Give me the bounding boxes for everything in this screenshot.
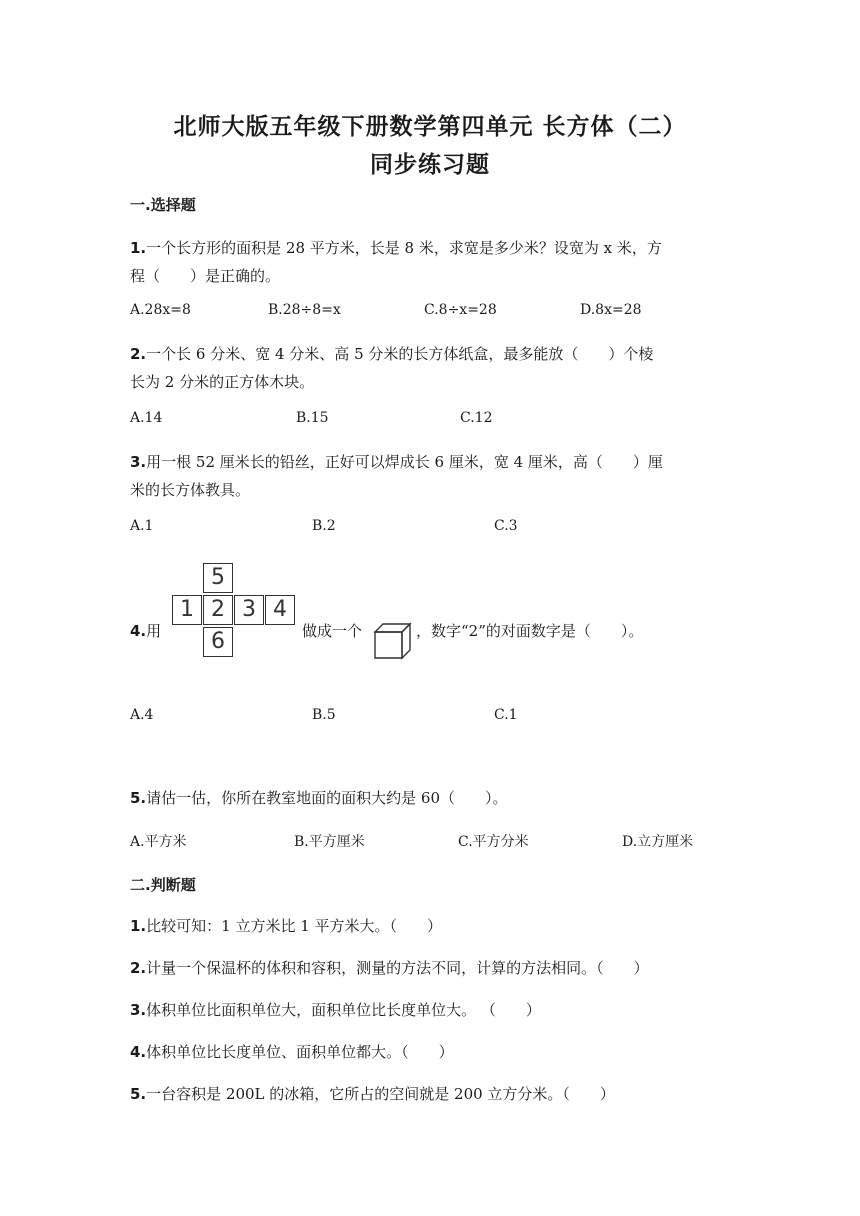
question-text: 一个长方形的面积是 28 平方米，长是 8 米，求宽是多少米？设宽为 x 米，方: [146, 239, 662, 257]
cube-net-figure: [172, 563, 296, 659]
question-text: ，数字“2”的对面数字是（ ）。: [416, 622, 644, 640]
question-2: [130, 340, 730, 396]
option-c: C.3: [494, 518, 518, 534]
option-a: A.1: [130, 518, 154, 534]
question-5: [130, 784, 730, 812]
question-3: [130, 448, 730, 504]
question-number: 4.: [130, 1043, 147, 1061]
question-number: 5.: [130, 789, 147, 807]
option-c: C.1: [494, 707, 518, 723]
cube-icon: [372, 620, 412, 660]
question-text: 计量一个保温杯的体积和容积，测量的方法不同，计算的方法相同。（ ）: [146, 959, 649, 977]
question-text: 一个长 6 分米、宽 4 分米、高 5 分米的长方体纸盒，最多能放（ ）个棱: [146, 345, 654, 363]
question-number: 2.: [130, 345, 147, 363]
option-c: C.8÷x=28: [424, 302, 497, 318]
question-number: 1.: [130, 239, 147, 257]
judgement-item: [130, 1038, 730, 1066]
net-face: 1: [172, 595, 202, 625]
option-d: D.立方厘米: [622, 834, 694, 850]
option-a: A.28x=8: [130, 302, 191, 318]
option-a: A.平方米: [130, 834, 187, 850]
option-b: B.28÷8=x: [268, 302, 341, 318]
option-b: B.平方厘米: [294, 834, 365, 850]
net-face: 4: [265, 595, 295, 625]
judgement-item: [130, 954, 750, 982]
net-face-top: 5: [203, 563, 233, 593]
option-c: C.12: [460, 410, 493, 426]
option-b: B.2: [312, 518, 336, 534]
option-c: C.平方分米: [458, 834, 529, 850]
net-face: 3: [234, 595, 264, 625]
option-b: B.15: [296, 410, 329, 426]
question-4-lead: [130, 620, 161, 641]
section-heading-judgement: 二.判断题: [130, 876, 196, 894]
question-text: 请估一估，你所在教室地面的面积大约是 60（ ）。: [146, 789, 508, 807]
question-text: 长为 2 分米的正方体木块。: [130, 373, 315, 391]
question-text: 体积单位比长度单位、面积单位都大。（ ）: [146, 1043, 454, 1061]
judgement-item: [130, 1080, 730, 1108]
question-text: 用一根 52 厘米长的铅丝，正好可以焊成长 6 厘米，宽 4 厘米，高（ ）厘: [146, 453, 663, 471]
net-face-bottom: 6: [203, 627, 233, 657]
question-text: 程（ ）是正确的。: [130, 267, 281, 285]
question-text: 用: [146, 622, 162, 640]
net-face: 2: [203, 595, 233, 625]
section-heading-choice: 一.选择题: [130, 196, 196, 214]
option-d: D.8x=28: [580, 302, 642, 318]
judgement-item: [130, 996, 730, 1024]
option-b: B.5: [312, 707, 336, 723]
question-text: 做成一个: [302, 622, 363, 640]
question-1: [130, 234, 730, 290]
option-a: A.14: [130, 410, 163, 426]
question-text: 米的长方体教具。: [130, 481, 251, 499]
question-number: 3.: [130, 1001, 147, 1019]
page-title: 北师大版五年级下册数学第四单元 长方体（二）: [173, 114, 687, 140]
question-number: 1.: [130, 917, 147, 935]
question-text: 比较可知：1 立方米比 1 平方米大。（ ）: [146, 917, 443, 935]
question-text: 一台容积是 200L 的冰箱，它所占的空间就是 200 立方分米。（ ）: [146, 1085, 615, 1103]
question-number: 5.: [130, 1085, 147, 1103]
question-number: 4.: [130, 622, 147, 640]
page-subtitle: 同步练习题: [370, 152, 490, 178]
question-number: 3.: [130, 453, 147, 471]
judgement-item: [130, 912, 730, 940]
question-text: 体积单位比面积单位大，面积单位比长度单位大。 （ ）: [146, 1001, 541, 1019]
option-a: A.4: [130, 707, 154, 723]
question-number: 2.: [130, 959, 147, 977]
